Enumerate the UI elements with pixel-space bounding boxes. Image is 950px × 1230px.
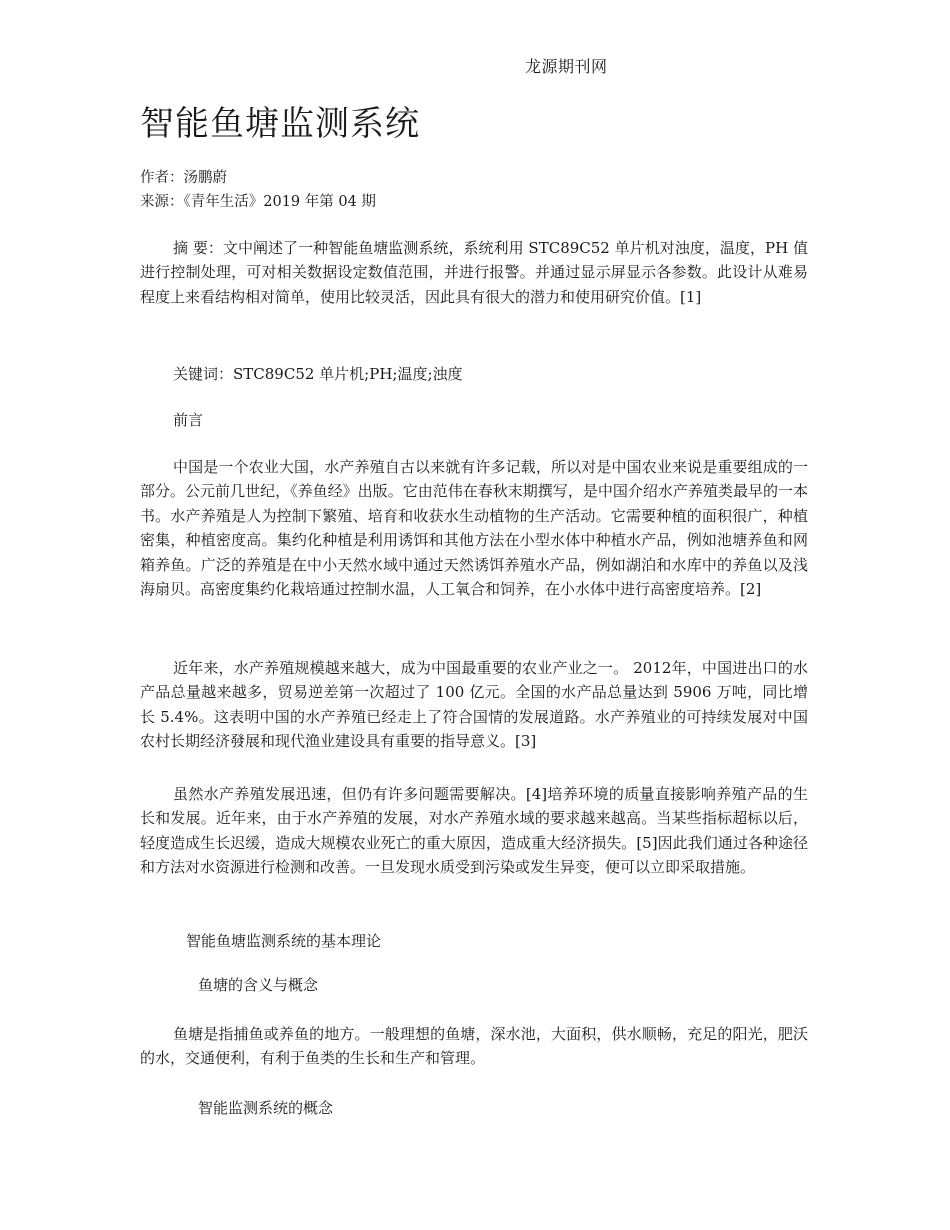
site-name: 龙源期刊网	[525, 57, 608, 76]
body-paragraph-3: 虽然水产养殖发展迅速，但仍有许多问题需要解决。[4]培养环境的质量直接影响养殖产品的生长和发展。近年来，由于水产养殖的发展，对水产养殖水域的要求越来越高。当某些指标超标以后，轻度造成生长迟缓，造成大规模农业死亡的重大原因，造成重大经济损失。[5]因此我们通过各种途径和方法对水资源进行检测和改善。一旦发现水质受到污染或发生异变，便可以立即采取措施。	[140, 785, 808, 877]
body-paragraph-2: 近年来，水产养殖规模越来越大，成为中国最重要的农业产业之一。 2012年，中国进出口的水产品总量越来越多，贸易逆差第一次超过了 100 亿元。全国的水产品总量达到 5906 万吨，同比增长 5.4%。这表明中国的水产养殖已经走上了符合国情的发展道路。水产养殖业的可持续发展对中国农村长期经济發展和现代渔业建设具有重要的指导意义。[3]	[140, 659, 808, 751]
preface-heading: 前言	[173, 411, 204, 429]
abstract-paragraph: 摘 要：文中阐述了一种智能鱼塘监测系统，系统利用 STC89C52 单片机对浊度，温度，PH 值进行控制处理，可对相关数据设定数值范围，并进行报警。并通过显示屏显示各参数。此设计从难易程度上来看结构相对简单，使用比较灵活，因此具有很大的潜力和使用研究价值。[1]	[140, 239, 808, 306]
body-paragraph-1: 中国是一个农业大国，水产养殖自古以来就有许多记载，所以对是中国农业来说是重要组成的一部分。公元前几世纪，《养鱼经》出版。它由范伟在春秋末期撰写，是中国介绍水产养殖类最早的一本书。水产养殖是人为控制下繁殖、培育和收获水生动植物的生产活动。它需要种植的面积很广，种植密集，种植密度高。集约化种植是利用诱饵和其他方法在小型水体中种植水产品，例如池塘养鱼和网箱养鱼。广泛的养殖是在中小天然水域中通过天然诱饵养殖水产品，例如湖泊和水库中的养鱼以及浅海扇贝。高密度集约化栽培通过控制水温，人工氧合和饲养，在小水体中进行高密度培养。[2]	[140, 458, 808, 599]
source-line: 来源：《青年生活》2019 年第 04 期	[140, 194, 376, 210]
subsection-heading-pond-concept: 鱼塘的含义与概念	[198, 976, 319, 994]
subsection-heading-system-concept: 智能监测系统的概念	[198, 1099, 334, 1117]
section-heading-theory: 智能鱼塘监测系统的基本理论	[186, 932, 382, 950]
article-title: 智能鱼塘监测系统	[140, 104, 420, 144]
keywords-line: 关键词：STC89C52 单片机;PH;温度;浊度	[173, 365, 463, 383]
body-paragraph-4: 鱼塘是指捕鱼或养鱼的地方。一般理想的鱼塘，深水池，大面积，供水顺畅，充足的阳光，肥沃的水，交通便利，有利于鱼类的生长和生产和管理。	[140, 1025, 808, 1068]
author-line: 作者：汤鹏蔚	[140, 170, 227, 186]
